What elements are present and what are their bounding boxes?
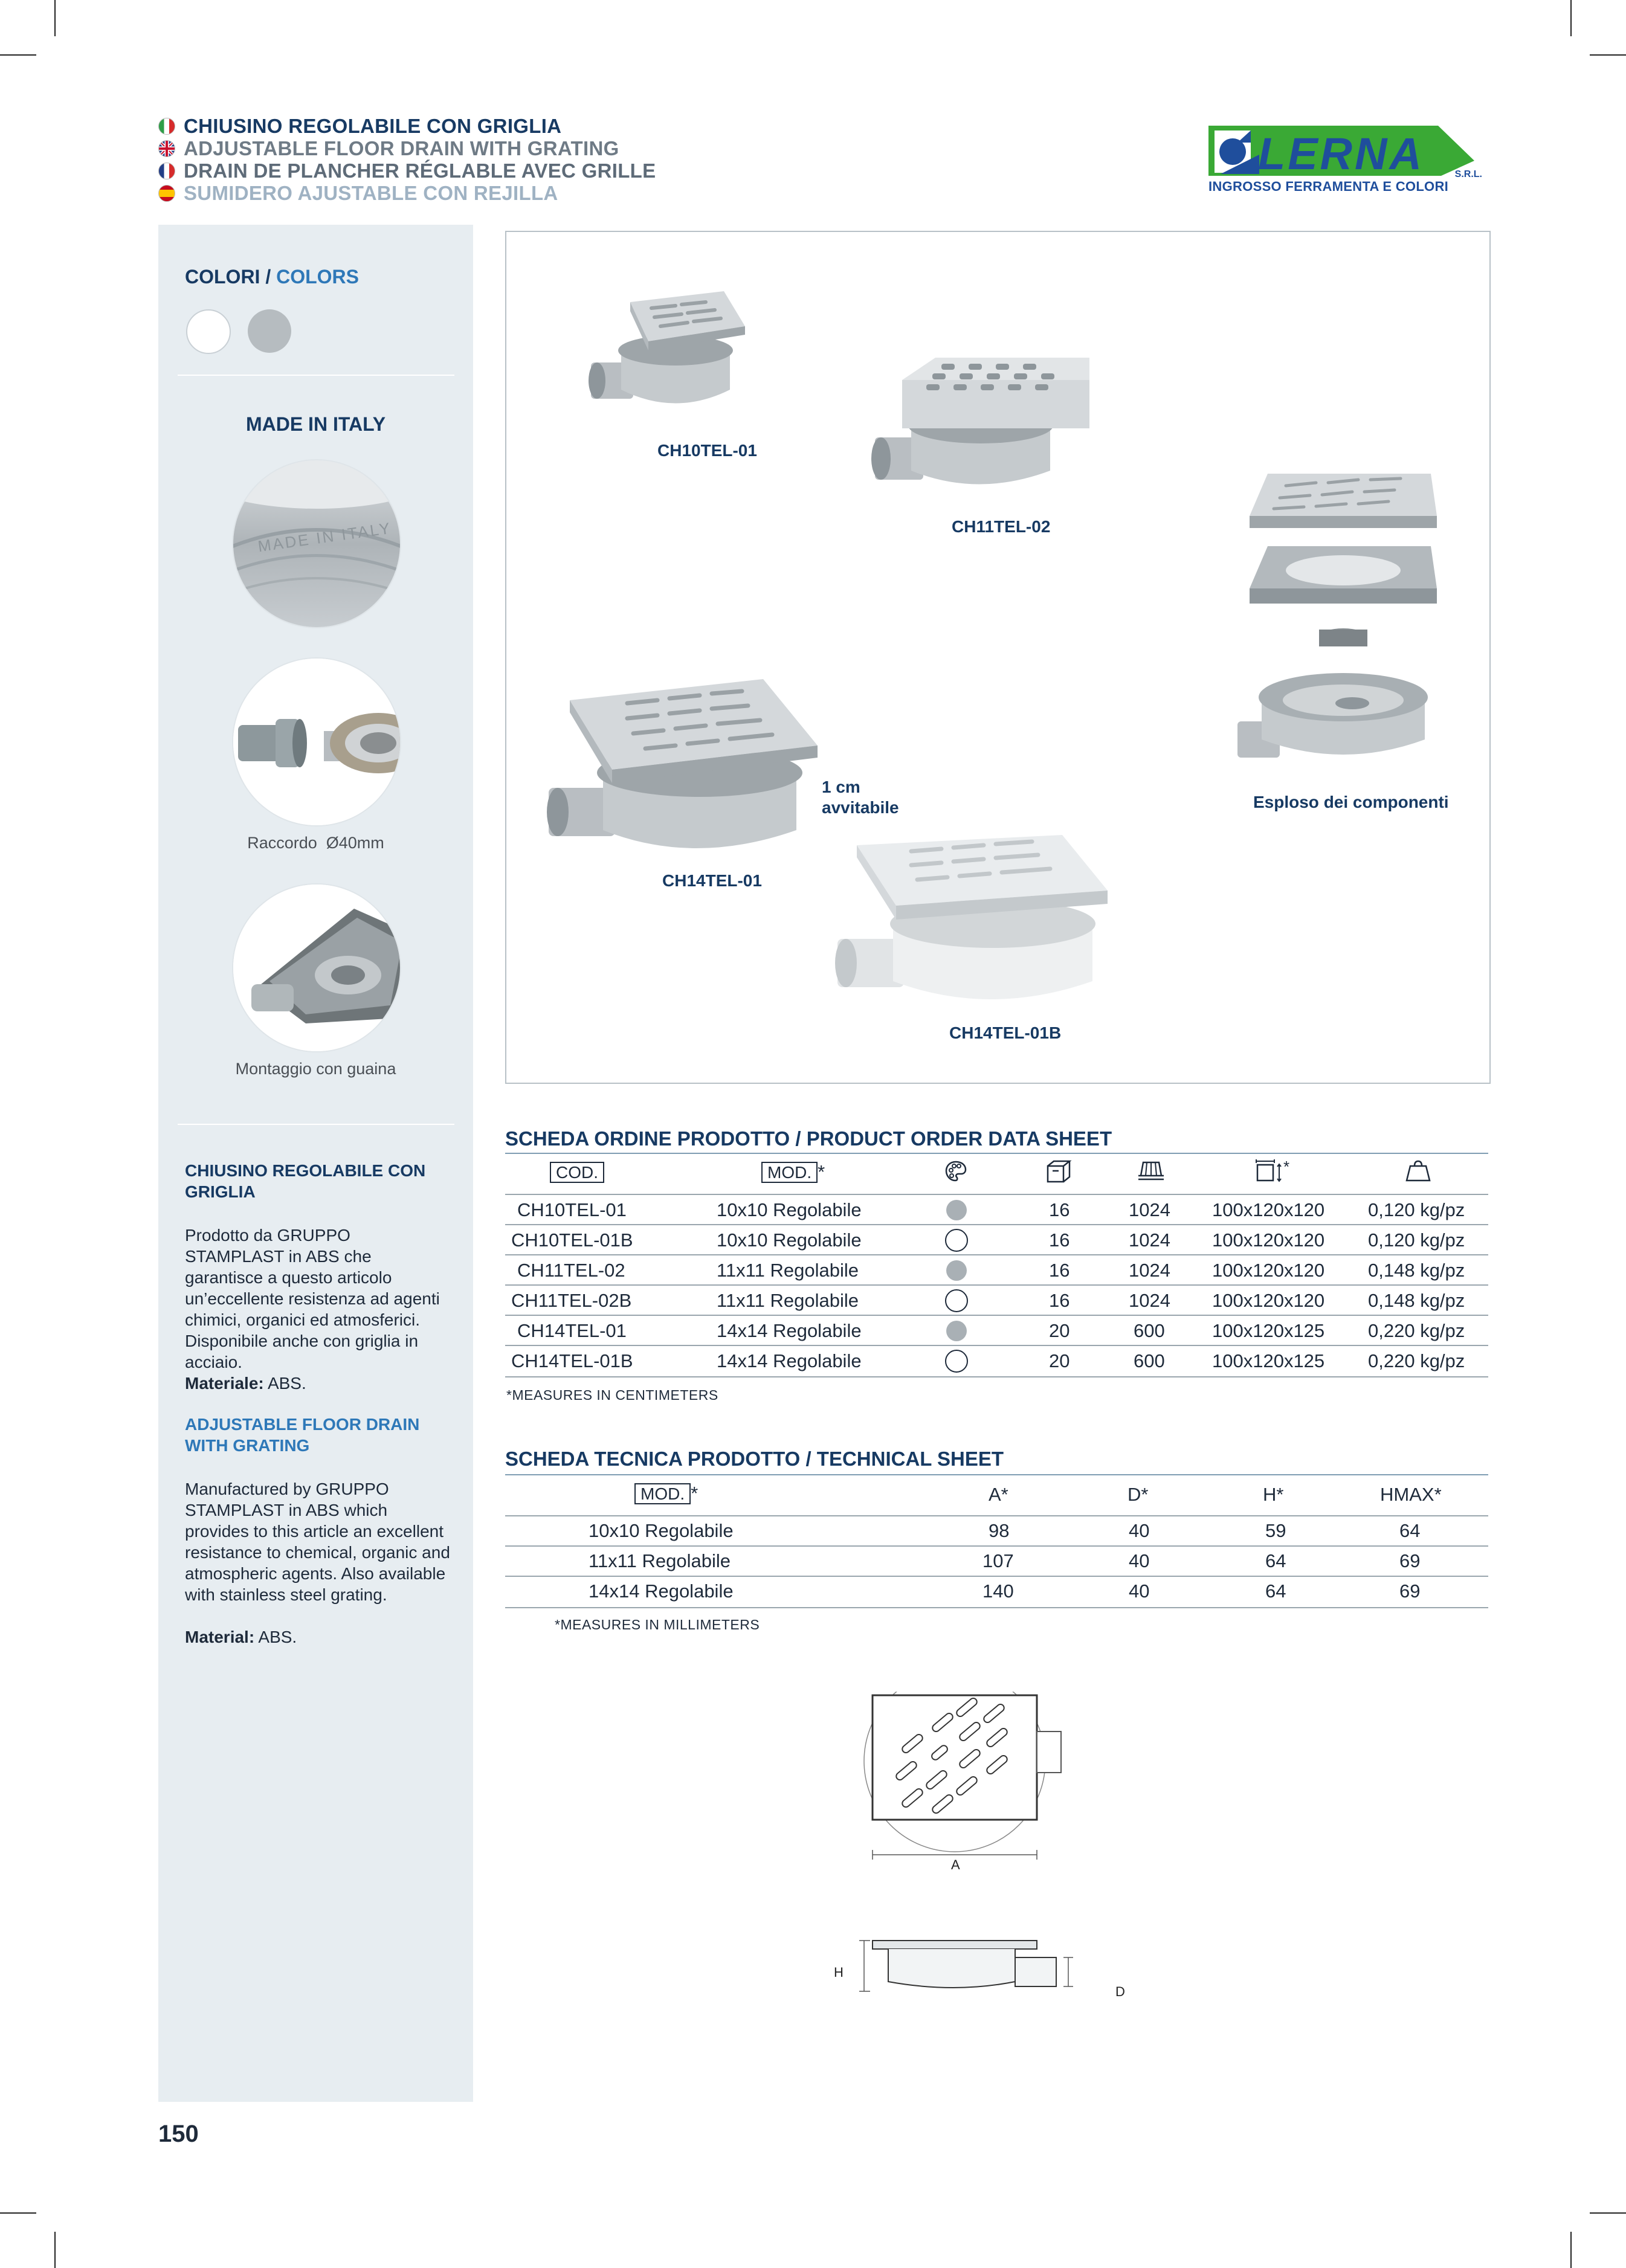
label-screw: 1 cm avvitabile <box>822 778 899 817</box>
tech-row-rule <box>505 1576 1488 1577</box>
raccordo-image <box>233 659 400 825</box>
crop-mark <box>1590 2212 1626 2214</box>
tech-header-d: D* <box>1128 1484 1149 1505</box>
order-row-rule <box>505 1224 1488 1225</box>
label-ch11tel-02: CH11TEL-02 <box>952 517 1051 536</box>
title-french: DRAIN DE PLANCHER RÉGLABLE AVEC GRILLE <box>158 159 656 182</box>
crop-mark <box>54 2232 56 2268</box>
it-description-title: CHIUSINO REGOLABILE CON GRIGLIA <box>185 1161 426 1201</box>
crop-mark <box>1570 2232 1572 2268</box>
label-exploded: Esploso dei componenti <box>1253 793 1449 811</box>
color-palette-icon <box>944 1160 967 1183</box>
label-ch14tel-01: CH14TEL-01 <box>662 871 762 890</box>
order-row-rule <box>505 1345 1488 1346</box>
weight-icon <box>1404 1159 1432 1183</box>
order-header-dim-star: * <box>1283 1158 1290 1176</box>
it-material: Materiale: ABS. <box>185 1374 306 1393</box>
tech-header-hmax: HMAX* <box>1380 1484 1442 1505</box>
order-sheet-note: *MEASURES IN CENTIMETERS <box>506 1387 718 1403</box>
title-english: ADJUSTABLE FLOOR DRAIN WITH GRATING <box>158 137 619 160</box>
logo-suffix: S.R.L. <box>1454 169 1482 179</box>
tech-sheet-rule <box>505 1474 1488 1475</box>
order-header-mod: MOD. * <box>761 1161 825 1183</box>
color-dot-grey <box>946 1200 967 1220</box>
order-row-rule <box>505 1194 1488 1195</box>
france-flag-icon <box>158 163 175 179</box>
pallet-icon <box>1136 1160 1166 1183</box>
crop-mark <box>1570 0 1572 36</box>
order-sheet-title: SCHEDA ORDINE PRODOTTO / PRODUCT ORDER DATA SHEET <box>505 1127 1112 1150</box>
drain-ch10tel-01-image <box>585 284 748 423</box>
sidebar <box>158 225 473 2102</box>
caption-raccordo: Raccordo Ø40mm <box>247 834 384 852</box>
made-in-italy-title: MADE IN ITALY <box>245 413 386 435</box>
order-sheet-rule <box>505 1153 1488 1154</box>
color-dot-grey <box>946 1321 967 1341</box>
color-dot-white <box>945 1350 968 1373</box>
uk-flag-icon <box>158 140 175 157</box>
tech-row-rule <box>505 1515 1488 1516</box>
product-image-box <box>505 231 1491 1084</box>
caption-montaggio: Montaggio con guaina <box>235 1060 396 1078</box>
montaggio-image <box>233 884 400 1051</box>
tech-header-a: A* <box>989 1484 1008 1505</box>
logo-wordmark: LERNA <box>1258 129 1424 179</box>
lerna-logo <box>1208 118 1483 197</box>
logo-tagline: INGROSSO FERRAMENTA E COLORI <box>1208 179 1449 194</box>
order-header-cod: COD. <box>550 1161 604 1183</box>
tech-header-h: H* <box>1263 1484 1284 1505</box>
sidebar-divider <box>178 1124 454 1125</box>
crop-mark <box>0 54 36 56</box>
dimension-d-label: D <box>1115 1984 1125 1999</box>
dimension-h-label: H <box>834 1965 844 1980</box>
colors-title: COLORI / COLORS <box>185 266 359 288</box>
title-italian: CHIUSINO REGOLABILE CON GRIGLIA <box>158 115 561 138</box>
drain-ch11tel-02-image <box>869 353 1123 516</box>
italy-flag-icon <box>158 118 175 135</box>
order-row-rule <box>505 1315 1488 1316</box>
swatch-grey <box>248 309 291 353</box>
color-dot-white <box>945 1229 968 1252</box>
label-ch14tel-01b: CH14TEL-01B <box>949 1023 1062 1042</box>
tech-header-mod: MOD. * <box>634 1483 698 1504</box>
stamp-text: MADE IN ITALY <box>256 518 393 556</box>
crop-mark <box>1590 54 1626 56</box>
tech-sheet-note: *MEASURES IN MILLIMETERS <box>555 1617 760 1632</box>
label-ch10tel-01: CH10TEL-01 <box>657 441 757 460</box>
technical-drawing <box>834 1692 1148 2030</box>
swatch-white <box>186 309 231 354</box>
color-dot-white <box>945 1289 968 1312</box>
it-description-body: Prodotto da GRUPPO STAMPLAST in ABS che garantisce a questo articolo un’eccellente resistenza ad agenti chimici, organici ed atmosferici. Disponibile anche con griglia in acciaio. <box>185 1226 440 1371</box>
order-row-rule <box>505 1254 1488 1255</box>
order-row-rule <box>505 1284 1488 1286</box>
tech-row-rule <box>505 1607 1488 1608</box>
drain-ch14tel-01-image <box>543 667 857 872</box>
spain-flag-icon <box>158 185 175 202</box>
sidebar-divider <box>178 375 454 376</box>
en-material: Material: ABS. <box>185 1628 297 1646</box>
en-description-body: Manufactured by GRUPPO STAMPLAST in ABS which provides to this article an excellent resistance to chemical, organic and atmospheric agents. Also available with stainless steel grating. <box>185 1480 450 1604</box>
tech-sheet-title: SCHEDA TECNICA PRODOTTO / TECHNICAL SHEET <box>505 1448 1004 1470</box>
color-dot-grey <box>946 1260 967 1281</box>
en-description-title: ADJUSTABLE FLOOR DRAIN WITH GRATING <box>185 1415 420 1455</box>
made-in-italy-stamp-image <box>233 460 400 627</box>
box-icon <box>1045 1159 1072 1184</box>
dimension-a-label: A <box>951 1857 960 1872</box>
exploded-view-image <box>1237 474 1455 788</box>
drain-ch14tel-01b-image <box>833 830 1159 1029</box>
dimensions-icon <box>1254 1158 1285 1184</box>
crop-mark <box>54 0 56 36</box>
tech-row-rule <box>505 1545 1488 1547</box>
crop-mark <box>0 2212 36 2214</box>
page-number: 150 <box>158 2121 199 2147</box>
title-spanish: SUMIDERO AJUSTABLE CON REJILLA <box>158 182 558 205</box>
order-row-rule <box>505 1376 1488 1377</box>
